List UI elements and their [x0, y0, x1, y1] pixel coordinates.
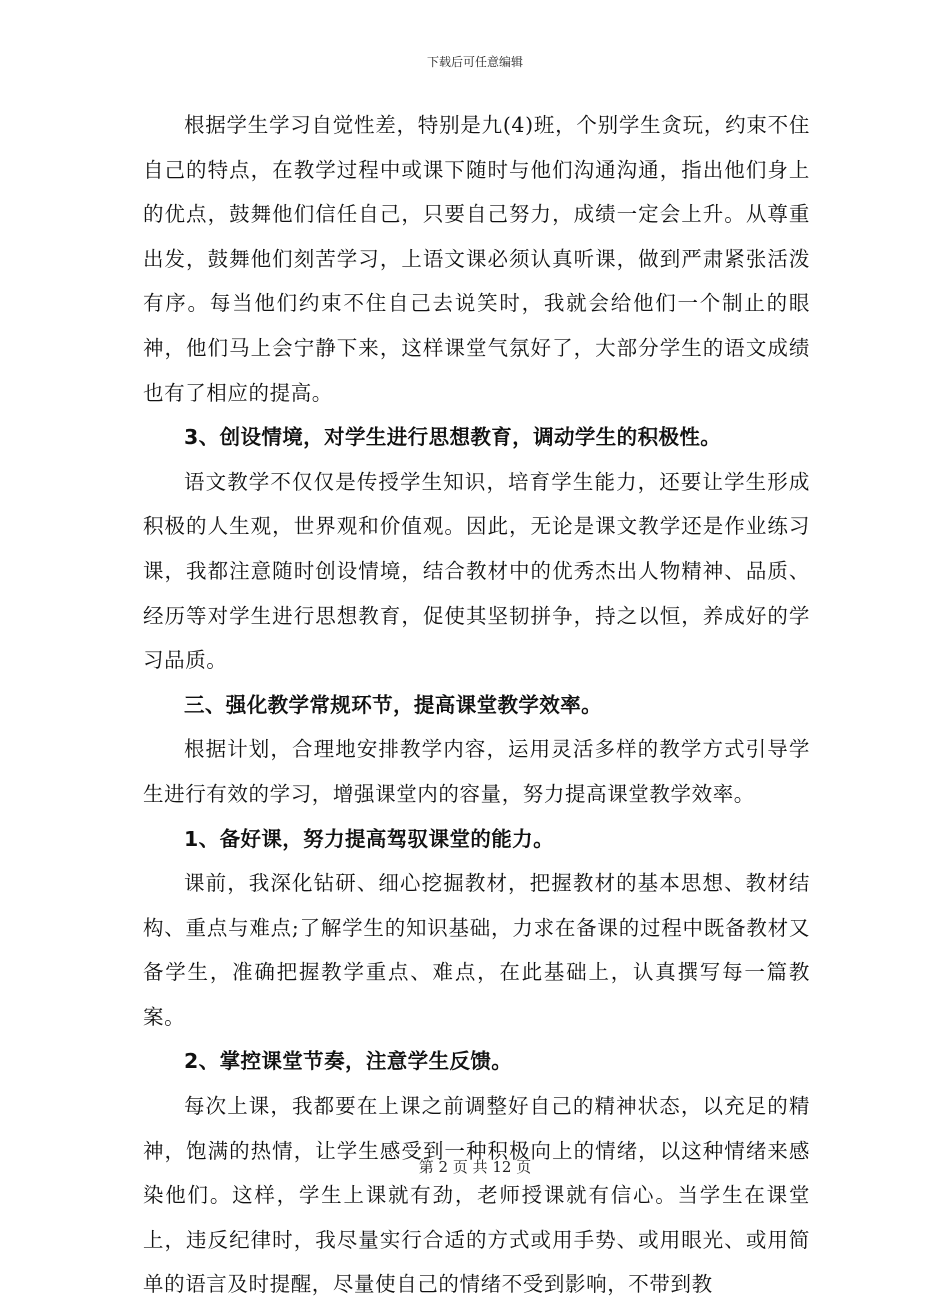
section-heading: 三、强化教学常规环节，提高课堂教学效率。 [184, 692, 602, 717]
body-paragraph: 根据学生学习自觉性差，特别是九(4)班，个别学生贪玩，约束不住自己的特点，在教学过程中或课下随时与他们沟通沟通，指出他们身上的优点，鼓舞他们信任自己，只要自己努力，成绩一定会上升。从尊重出发，鼓舞他们刻苦学习，上语文课必须认真听课，做到严肃紧张活泼有序。每当他们约束不住自己去说笑时，我就会给他们一个制止的眼神，他们马上会宁静下来，这样课堂气氛好了，大部分学生的语文成绩也有了相应的提高。 [143, 113, 810, 405]
body-paragraph: 每次上课，我都要在上课之前调整好自己的精神状态，以充足的精神，饱满的热情，让学生感受到一种积极向上的情绪，以这种情绪来感染他们。这样，学生上课就有劲，老师授课就有信心。当学生在课堂上，违反纪律时，我尽量实行合适的方式或用手势、或用眼光、或用简单的语言及时提醒，尽量使自己的情绪不受到影响，不带到教 [143, 1094, 810, 1297]
body-paragraph: 根据计划，合理地安排教学内容，运用灵活多样的教学方式引导学生进行有效的学习，增强课堂内的容量，努力提高课堂教学效率。 [143, 737, 810, 806]
page-header: 下载后可任意编辑 [426, 55, 523, 69]
body-paragraph: 语文教学不仅仅是传授学生知识，培育学生能力，还要让学生形成积极的人生观，世界观和价值观。因此，无论是课文教学还是作业练习课，我都注意随时创设情境，结合教材中的优秀杰出人物精神、品质、经历等对学生进行思想教育，促使其坚韧拼争，持之以恒，养成好的学习品质。 [143, 469, 810, 673]
body-paragraph: 课前，我深化钻研、细心挖掘教材，把握教材的基本思想、教材结构、重点与难点;了解学生的知识基础，力求在备课的过程中既备教材又备学生，准确把握教学重点、难点，在此基础上，认真撰写每一篇教案。 [143, 871, 810, 1029]
document-body [143, 103, 810, 1307]
page-number: 第 2 页 共 12 页 [418, 1158, 532, 1176]
section-heading: 1、备好课，努力提高驾驭课堂的能力。 [184, 826, 554, 851]
section-heading: 2、掌控课堂节奏，注意学生反馈。 [184, 1049, 513, 1074]
section-heading: 3、创设情境，对学生进行思想教育，调动学生的积极性。 [184, 425, 722, 450]
